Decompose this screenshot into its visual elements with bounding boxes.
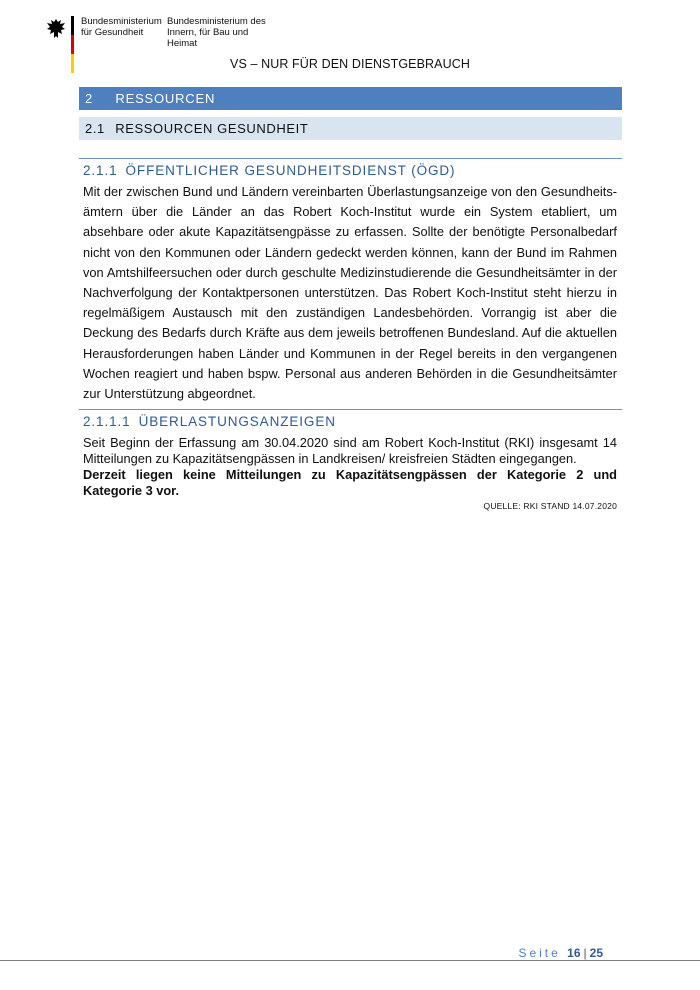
subsubsubsection-title: ÜBERLASTUNGSANZEIGEN — [138, 414, 336, 429]
ministry-interior-name: Bundesministerium des Innern, für Bau und Heimat — [167, 16, 266, 49]
classification-label: VS – NUR FÜR DEN DIENSTGEBRAUCH — [230, 57, 470, 71]
subsection-heading — [79, 117, 622, 140]
page-total: 25 — [589, 946, 603, 960]
subsection-title: RESSOURCEN GESUNDHEIT — [115, 121, 309, 136]
overload-report-paragraph — [83, 435, 617, 499]
section-number: 2 — [85, 91, 94, 106]
ogd-paragraph: Mit der zwischen Bund und Ländern vereinbarten Überlastungsanzeige von den Gesundheitsämtern über die Länder an das Robert Koch-Institut wurde ein System etabliert, um absehbare oder akute Kapazitätsengpässe zu erfassen. Sollte der benötigte Personalbedarf nicht von den Kommunen oder Ländern gedeckt werden können, kann der Bund im Rahmen von Amtshilfeersuchen oder durch geschulte Medizinstudierende die Gesundheitsämter in der Nachverfolgung der Kontaktpersonen unterstützen. Das Robert Koch-Institut steht hierzu in regelmäßigem Austausch mit den zuständigen Landesbehörden. Vorrangig ist aber die Deckung des Bedarfs durch Kräfte aus dem jeweils betroffenen Bundesland. Auf die aktuellen Herausforderungen haben Länder und Kommunen in der Regel bereits in den vergangenen Wochen reagiert und haben bspw. Personal aus anderen Behörden in die Gesundheitsämter zur Unterstützung abgeordnet. — [83, 184, 617, 402]
page-number: 16 — [567, 946, 581, 960]
page-separator: | — [583, 946, 587, 960]
page-indicator — [518, 946, 603, 960]
subsection-number: 2.1 — [85, 121, 105, 136]
page-label: Seite — [518, 946, 561, 960]
ministry-health-name: Bundesministerium für Gesundheit — [81, 16, 162, 38]
source-note: QUELLE: RKI STAND 14.07.2020 — [483, 501, 617, 511]
footer-rule — [0, 960, 700, 961]
section-title: RESSOURCEN — [115, 91, 216, 106]
section-heading — [79, 87, 622, 110]
subsubsection-heading — [79, 158, 622, 178]
subsubsubsection-number: 2.1.1.1 — [83, 414, 131, 429]
subsubsection-title: ÖFFENTLICHER GESUNDHEITSDIENST (ÖGD) — [125, 163, 456, 178]
subsubsection-number: 2.1.1 — [83, 163, 118, 178]
subsubsubsection-heading — [79, 409, 622, 429]
flag-stripe-red — [71, 35, 74, 54]
federal-eagle-icon — [46, 18, 66, 40]
overload-report-statement: Derzeit liegen keine Mitteilungen zu Kapazitätsengpässen der Kategorie 2 und Kategorie 3 vor. — [83, 467, 617, 498]
flag-stripe-black — [71, 16, 74, 35]
overload-report-text: Seit Beginn der Erfassung am 30.04.2020 sind am Robert Koch-Institut (RKI) insgesamt 14 Mitteilungen zu Kapazitätsengpässen in Landkreisen/ kreisfreien Städten eingegangen. — [83, 435, 617, 466]
